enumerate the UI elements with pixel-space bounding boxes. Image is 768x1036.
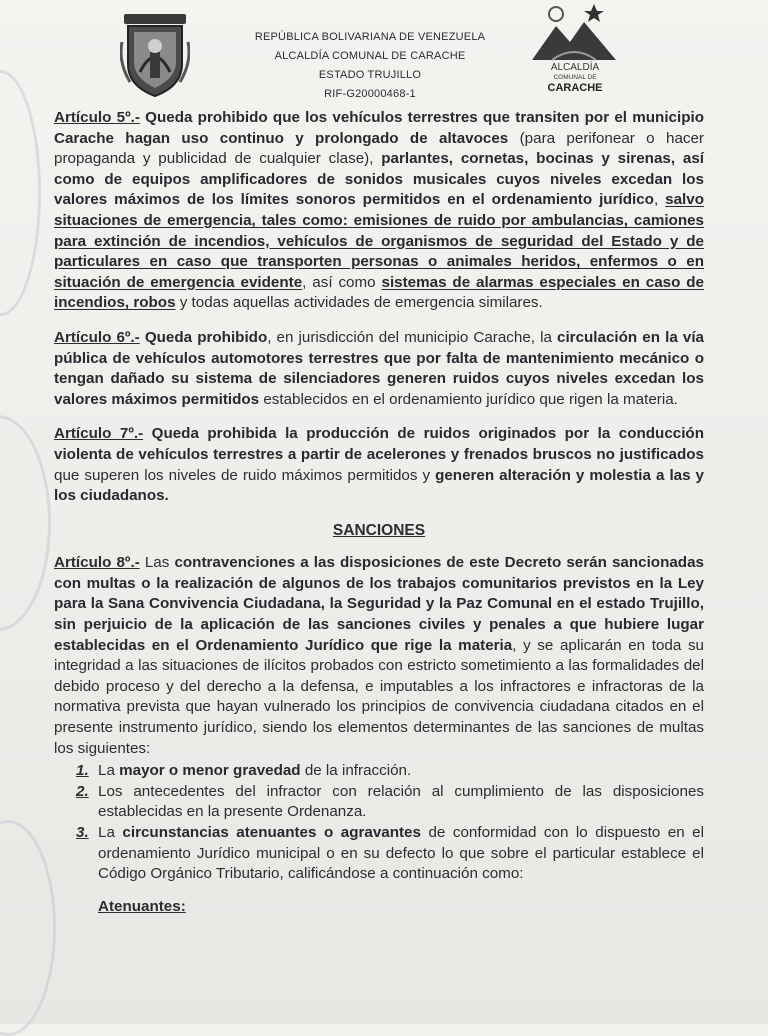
sanction-criteria-list xyxy=(54,761,704,885)
article-5-text: (para perifonear o hacer propaganda y publicidad de cualquier clase), xyxy=(54,129,704,168)
article-8-text: Las xyxy=(139,554,175,572)
article-5-text: y todas aquellas actividades de emergencia similares. xyxy=(175,294,543,312)
decree-body xyxy=(54,108,704,917)
list-item-number: 1. xyxy=(76,762,89,780)
article-5-label: Artículo 5º.- xyxy=(54,109,140,126)
article-5-text: Queda prohibido que los vehículos terrestres que transiten por el municipio Carache hagan uso continuo y prolongado de altavoces xyxy=(54,109,704,147)
atenuantes-heading xyxy=(54,897,704,918)
list-item-text: La xyxy=(98,762,120,780)
atenuantes-label: Atenuantes: xyxy=(98,897,186,915)
article-8-text: , y se aplicarán en toda su integridad a las situaciones de ilícitos probados con estricto sometimiento a las formalidades del debido proceso y del derecho a la defensa, e imputables a los infractores e infractoras de la normativa prevista que hayan vulnerado los principios de convivencia ciudadana citados en el presente instrumento jurídico, siendo los elementos determinantes de las sanciones de multas los siguientes: xyxy=(54,636,704,757)
article-7-text: que superen los niveles de ruido máximos permitidos y xyxy=(54,466,436,484)
article-8-text: contravenciones a las disposiciones de este Decreto serán sancionadas con multas o la realización de algunos de los trabajos comunitarios previstos en la Ley para la Sana Convivencia Ciudadana, la Seguridad y la Paz Comunal en el estado Trujillo, sin perjuicio de la aplicación de las sanciones civiles y penales a que hubiere lugar establecidas en el Ordenamiento Jurídico que rige la materia xyxy=(54,554,704,654)
section-title-sanciones: SANCIONES xyxy=(332,521,426,539)
list-item-text: Los antecedentes del infractor con relación al cumplimiento de las disposiciones establecidas en la presente Ordenanza. xyxy=(98,782,704,821)
letterhead-text xyxy=(230,28,510,104)
alcaldia-logo-icon xyxy=(526,0,624,96)
list-item-text: de conformidad con lo dispuesto en el ordenamiento Jurídico municipal o en su defecto lo que sobre el particular establece el Código Orgánico Tributario, calificándose a continuación como: xyxy=(98,824,704,883)
logo-text-carache: CARACHE xyxy=(547,82,603,94)
header-line-alcaldia: ALCALDÍA COMUNAL DE CARACHE xyxy=(274,50,466,62)
stamp-mark xyxy=(0,70,41,316)
article-7-label: Artículo 7º.- xyxy=(54,425,144,443)
article-6-text: , en jurisdicción del municipio Carache, la xyxy=(267,328,557,346)
article-5-text: , así como xyxy=(302,273,382,291)
list-item xyxy=(54,761,704,782)
article-7-text: generen alteración y molestia a las y los ciudadanos. xyxy=(54,466,705,505)
article-5-text: parlantes, cornetas, bocinas y sirenas, así como de equipos amplificadores de sonidos musicales cuyos niveles excedan los valores máximos de los límites sonoros permitidos en el ordenamiento jurídico xyxy=(54,150,704,209)
list-item xyxy=(54,782,704,823)
list-item-text: de la infracción. xyxy=(300,762,412,780)
article-6-text: establecidos en el ordenamiento jurídico que rigen la materia. xyxy=(259,390,678,408)
list-item-number: 3. xyxy=(76,824,89,841)
article-5 xyxy=(54,108,704,314)
list-item-bold-text: circunstancias atenuantes o agravantes xyxy=(122,824,421,841)
article-6 xyxy=(54,328,704,410)
header-line-estado: ESTADO TRUJILLO xyxy=(318,69,422,81)
article-5-underlined-text: salvo situaciones de emergencia, tales como: emisiones de ruido por ambulancias, camiones para extinción de incendios, vehículos de organismos de seguridad del Estado y de particulares en caso que transporten personas o animales heridos, enfermos o en situación de emergencia evidente xyxy=(54,191,704,291)
article-7-text: Queda prohibida la producción de ruidos originados por la conducción violenta de vehículos terrestres a partir de acelerones y frenados bruscos no justificados xyxy=(54,425,704,463)
stamp-mark xyxy=(0,820,56,1036)
list-item-text: La xyxy=(98,824,123,841)
article-8 xyxy=(54,553,704,759)
article-5-text: , xyxy=(653,191,666,209)
header-line-rif: RIF-G20000468-1 xyxy=(324,88,416,100)
municipal-crest-icon xyxy=(120,12,190,100)
article-5-underlined-text: sistemas de alarmas especiales en caso de incendios, robos xyxy=(54,273,704,312)
list-item-number: 2. xyxy=(76,782,89,800)
list-item-bold-text: mayor o menor gravedad xyxy=(119,762,301,780)
article-6-label: Artículo 6º.- xyxy=(54,328,140,346)
article-6-text: Queda prohibido xyxy=(139,328,268,346)
stamp-mark xyxy=(0,415,51,631)
letterhead xyxy=(0,0,768,104)
header-line-republic: REPÚBLICA BOLIVARIANA DE VENEZUELA xyxy=(254,31,486,43)
logo-text-comunal: COMUNAL DE xyxy=(553,74,597,81)
article-8-label: Artículo 8º.- xyxy=(54,554,140,572)
article-6-text: circulación en la vía pública de vehículos automotores terrestres que por falta de mantenimiento mecánico o tengan dañado su sistema de silenciadores generen ruidos cuyos niveles excedan los valores máximos permitidos xyxy=(54,328,704,408)
list-item xyxy=(54,823,704,885)
logo-text-alcaldia: ALCALDÍA xyxy=(550,62,600,73)
article-7 xyxy=(54,424,704,506)
